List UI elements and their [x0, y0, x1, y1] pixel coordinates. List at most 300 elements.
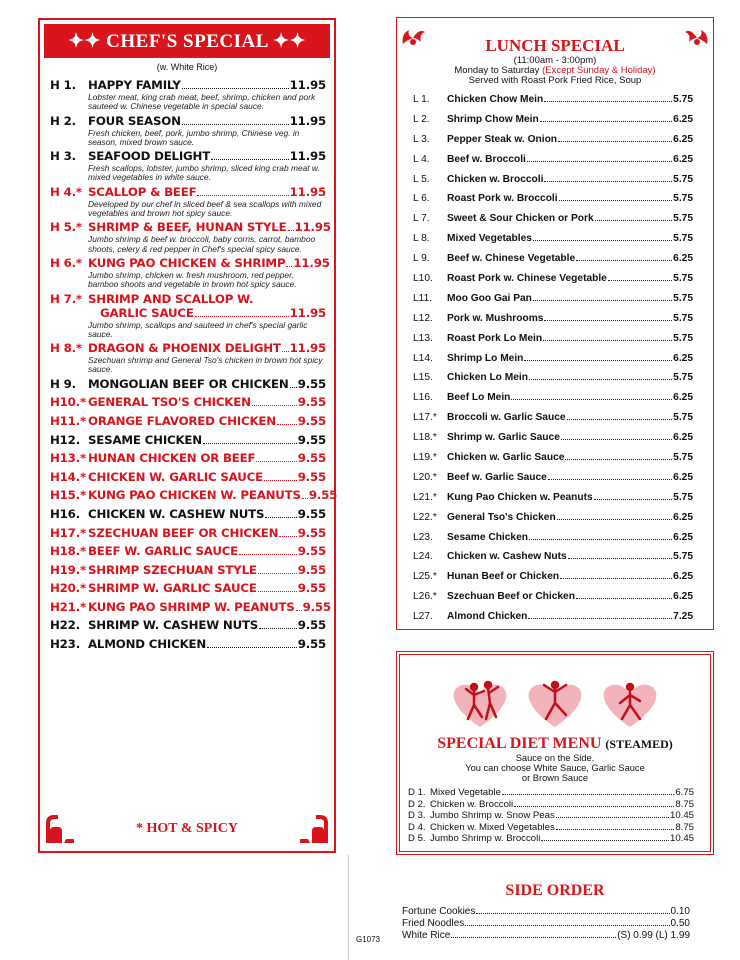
leader-dots	[258, 573, 297, 574]
item-code: D 4.	[408, 821, 426, 833]
item-name: White Rice	[402, 930, 451, 941]
leader-dots	[558, 141, 672, 142]
item-price: 6.25	[673, 113, 693, 125]
item-name: Shrimp Lo Mein	[447, 352, 524, 364]
item-price: 6.25	[673, 392, 693, 404]
leader-dots	[556, 817, 669, 818]
lunch-item	[397, 528, 713, 548]
lunch-special-panel	[396, 17, 714, 630]
item-code: H10.*	[50, 395, 86, 410]
diet-item	[400, 810, 710, 822]
chef-special-line	[50, 395, 326, 409]
item-name: SCALLOP & BEEF	[88, 184, 197, 199]
item-price: 0.10	[670, 906, 690, 917]
leader-dots	[561, 439, 672, 440]
item-name: Chicken Lo Mein	[447, 372, 528, 384]
item-name: CHICKEN W. GARLIC SAUCE	[88, 469, 263, 484]
item-name: General Tso's Chicken	[447, 511, 556, 523]
holly-right-icon	[683, 24, 711, 52]
item-price: 9.55	[297, 469, 326, 484]
lunch-item	[397, 329, 713, 349]
lunch-item	[397, 189, 713, 209]
item-name: FOUR SEASON	[88, 113, 181, 128]
leader-dots	[514, 806, 674, 807]
item-code: H13.*	[50, 451, 86, 466]
item-name: Chicken Chow Mein	[447, 94, 544, 105]
leader-dots	[256, 461, 296, 462]
item-code: H11.*	[50, 413, 86, 428]
chef-special-item	[40, 470, 334, 484]
item-price: 5.75	[673, 233, 693, 245]
item-name: SHRIMP SZECHUAN STYLE	[88, 562, 257, 577]
item-code: H23.	[50, 637, 80, 652]
chef-special-item	[40, 377, 334, 391]
leader-dots	[557, 519, 672, 520]
item-price: 5.75	[673, 193, 693, 205]
item-name: SEAFOOD DELIGHT	[88, 149, 211, 164]
leader-dots	[239, 554, 297, 555]
lunch-item	[397, 209, 713, 229]
leader-dots	[544, 181, 672, 182]
side-order-item	[396, 918, 714, 930]
diet-sub-2: You can choose White Sauce, Garlic Sauce	[465, 763, 645, 773]
diet-item	[400, 787, 710, 799]
lunch-days-prefix: Monday to Saturday	[454, 65, 540, 76]
item-name: Shrimp Chow Mein	[447, 113, 539, 125]
side-order-item	[396, 906, 714, 918]
chef-special-item	[40, 600, 334, 614]
item-code: L23.	[413, 531, 433, 543]
item-price: 10.45	[669, 833, 694, 845]
chef-special-line	[50, 526, 326, 540]
chef-special-line	[50, 637, 326, 651]
item-code: L 1.	[413, 94, 430, 105]
item-price: 11.95	[289, 305, 326, 320]
item-price: 6.25	[673, 432, 693, 444]
item-price: 9.55	[297, 544, 326, 559]
leader-dots	[286, 266, 292, 267]
special-diet-title-text: SPECIAL DIET MENU	[437, 735, 602, 752]
chef-special-item	[40, 507, 334, 521]
diet-sub-3: or Brown Sauce	[521, 773, 589, 783]
leader-dots	[451, 937, 616, 938]
chef-special-item	[40, 637, 334, 651]
item-code: H 9.	[50, 376, 76, 391]
item-price: (S) 0.99 (L) 1.99	[617, 930, 690, 941]
chef-special-item	[40, 433, 334, 447]
item-code: H19.*	[50, 562, 86, 577]
item-name: Kung Pao Chicken w. Peanuts	[447, 491, 593, 503]
lunch-item	[397, 349, 713, 369]
item-code: H 7.*	[50, 291, 82, 306]
item-code: L 8.	[413, 233, 430, 245]
lunch-item	[397, 170, 713, 190]
item-name: Jumbo Shrimp w. Snow Peas	[430, 810, 555, 822]
chef-special-item	[40, 581, 334, 595]
item-code: L27.	[413, 611, 433, 623]
item-code: H 3.	[50, 149, 76, 164]
lunch-item	[397, 249, 713, 269]
item-price: 9.55	[308, 488, 338, 503]
item-price: 5.75	[673, 412, 693, 424]
lunch-item	[397, 289, 713, 309]
item-name: Beef w. Garlic Sauce	[447, 471, 547, 483]
leader-dots	[541, 840, 669, 841]
leader-dots	[195, 316, 289, 317]
diet-sub-1: Sauce on the Side.	[515, 753, 595, 763]
chef-special-item	[40, 185, 334, 219]
item-code: H18.*	[50, 544, 86, 559]
item-name: HAPPY FAMILY	[88, 78, 181, 92]
item-code: L14.	[413, 352, 433, 364]
leader-dots	[533, 240, 672, 241]
chef-special-line	[50, 618, 326, 632]
item-price: 6.25	[673, 571, 693, 583]
leader-dots	[533, 300, 672, 301]
lunch-item	[397, 130, 713, 150]
item-code: L15.	[413, 372, 433, 384]
chef-special-item	[40, 220, 334, 254]
leader-dots	[258, 591, 297, 592]
chefs-special-panel	[38, 18, 336, 853]
chef-special-line	[50, 78, 326, 92]
item-price: 11.95	[294, 220, 331, 235]
item-name: KUNG PAO SHRIMP W. PEANUTS	[88, 599, 295, 614]
leader-dots	[465, 925, 669, 926]
item-code: H16.	[50, 506, 80, 521]
item-code: D 1.	[408, 787, 426, 798]
leader-dots	[529, 379, 672, 380]
item-price: 7.25	[673, 611, 693, 623]
leader-dots	[560, 578, 672, 579]
item-name: Roast Pork w. Chinese Vegetable	[447, 273, 607, 285]
item-price: 5.75	[673, 213, 693, 225]
chef-special-line	[50, 488, 338, 503]
lunch-item	[397, 368, 713, 388]
lunch-served-with: Served with Roast Pork Fried Rice, Soup	[468, 75, 642, 86]
page-fold-line	[348, 855, 349, 960]
item-name: Moo Goo Gai Pan	[447, 292, 532, 304]
item-code: H 5.*	[50, 220, 82, 235]
item-price: 5.75	[673, 292, 693, 304]
chef-special-line	[50, 255, 330, 270]
leader-dots	[559, 200, 673, 201]
chef-special-item	[40, 292, 334, 340]
item-name: Almond Chicken	[447, 611, 528, 623]
item-price: 9.55	[297, 432, 326, 447]
lunch-item	[397, 448, 713, 468]
chef-special-line	[50, 581, 326, 595]
leader-dots	[608, 280, 672, 281]
item-name: KUNG PAO CHICKEN W. PEANUTS	[88, 488, 301, 503]
leader-dots	[197, 195, 288, 196]
item-price: 5.75	[673, 94, 693, 105]
lunch-days-except: (Except Sunday & Holiday)	[542, 65, 656, 76]
item-price: 6.25	[673, 352, 693, 364]
item-price: 9.55	[297, 395, 326, 410]
item-name: GENERAL TSO'S CHICKEN	[88, 395, 251, 410]
item-code: L17.*	[413, 412, 437, 424]
item-name: CHICKEN W. CASHEW NUTS	[88, 506, 265, 521]
item-price: 11.95	[289, 113, 326, 128]
leader-dots	[576, 598, 672, 599]
leader-dots	[264, 480, 297, 481]
item-name: Chicken w. Cashew Nuts	[447, 551, 567, 563]
item-name: KUNG PAO CHICKEN & SHRIMP	[88, 255, 286, 270]
lunch-item	[397, 269, 713, 289]
item-price: 0.50	[670, 918, 690, 929]
item-name: BEEF W. GARLIC SAUCE	[88, 544, 239, 559]
item-code: D 5.	[408, 833, 426, 845]
item-code: L20.*	[413, 471, 437, 483]
item-name: MONGOLIAN BEEF OR CHICKEN	[88, 376, 289, 391]
leader-dots	[279, 536, 296, 537]
item-description: Fresh chicken, beef, pork, jumbo shrimp, Chinese veg. in season, mixed brown sauce.	[88, 127, 300, 147]
item-name: Roast Pork Lo Mein	[447, 332, 543, 344]
item-price: 5.75	[673, 173, 693, 185]
item-code: H12.	[50, 432, 80, 447]
item-name: Pepper Steak w. Onion	[447, 133, 558, 145]
item-price: 6.25	[673, 511, 693, 523]
leader-dots	[252, 405, 297, 406]
chef-special-line	[50, 185, 326, 199]
item-price: 5.75	[673, 491, 693, 503]
item-code: H20.*	[50, 581, 86, 596]
item-code: L22.*	[413, 511, 437, 523]
item-name: SHRIMP W. GARLIC SAUCE	[88, 581, 257, 596]
side-order-item	[396, 930, 714, 942]
item-code: L16.	[413, 392, 433, 404]
chef-special-line	[50, 414, 326, 428]
item-name: SESAME CHICKEN	[88, 432, 202, 447]
item-name: Broccoli w. Garlic Sauce	[447, 412, 566, 424]
lunch-item	[397, 587, 713, 607]
item-code: L 4.	[413, 153, 430, 165]
leader-dots	[182, 124, 289, 125]
item-name: Jumbo Shrimp w. Broccoli	[430, 833, 541, 845]
chef-special-item	[40, 414, 334, 428]
leader-dots	[565, 459, 672, 460]
item-code: H 1.	[50, 78, 76, 92]
item-name: Beef w. Broccoli	[447, 153, 526, 165]
item-name-2: GARLIC SAUCE	[100, 305, 194, 320]
chef-special-line	[50, 220, 331, 235]
special-diet-list	[400, 787, 710, 845]
item-code: H 2.	[50, 113, 76, 128]
chef-special-line	[50, 470, 326, 484]
leader-dots	[524, 360, 672, 361]
item-price: 6.75	[675, 787, 694, 798]
lunch-special-list	[397, 90, 713, 627]
item-name: Chicken w. Mixed Vegetables	[430, 821, 555, 833]
item-price: 5.75	[673, 372, 693, 384]
item-code: H 4.*	[50, 184, 82, 199]
item-code: D 2.	[408, 798, 426, 810]
item-code: L 6.	[413, 193, 430, 205]
item-name: Sesame Chicken	[447, 531, 528, 543]
chef-special-item	[40, 78, 334, 112]
item-price: 9.55	[302, 599, 331, 614]
item-name: Mixed Vegetable	[430, 787, 501, 798]
leader-dots	[282, 351, 289, 352]
leader-dots	[543, 340, 672, 341]
diet-item	[400, 799, 710, 811]
item-name: ORANGE FLAVORED CHICKEN	[88, 413, 276, 428]
item-name: Mixed Vegetables	[447, 233, 532, 245]
item-price: 9.55	[297, 413, 326, 428]
item-name: SHRIMP AND SCALLOP W.	[88, 291, 254, 306]
leader-dots	[302, 498, 308, 499]
chef-special-line	[50, 563, 326, 577]
item-price: 9.55	[297, 581, 326, 596]
item-price: 9.55	[297, 525, 326, 540]
item-price: 11.95	[289, 341, 326, 356]
chef-special-item	[40, 451, 334, 465]
lunch-item	[397, 229, 713, 249]
chefs-special-title: ✦✦ CHEF'S SPECIAL ✦✦	[44, 24, 330, 58]
item-code: L26.*	[413, 591, 437, 603]
leader-dots	[288, 230, 294, 231]
chef-special-item	[40, 256, 334, 290]
item-price: 10.45	[669, 810, 694, 822]
chef-special-item	[40, 341, 334, 375]
lunch-item	[397, 468, 713, 488]
special-diet-title	[400, 735, 710, 753]
item-price: 11.95	[293, 255, 330, 270]
chef-special-line-2	[50, 306, 326, 320]
item-description: Jumbo shrimp, scallops and sauteed in chef's special garlic sauce.	[88, 319, 308, 339]
leader-dots	[259, 628, 297, 629]
leader-dots	[568, 558, 673, 559]
diet-item	[400, 833, 710, 845]
lunch-item	[397, 508, 713, 528]
chefs-special-list	[40, 78, 338, 652]
special-diet-panel	[396, 651, 714, 855]
chef-special-item	[40, 488, 338, 503]
side-order-list	[396, 906, 714, 942]
item-name: Roast Pork w. Broccoli	[447, 193, 558, 205]
chef-special-line	[50, 292, 326, 306]
item-description: Jumbo shrimp, chicken w. fresh mushroom, red pepper, bamboo shoots and vegetable in brown hot spicy sauce.	[88, 269, 297, 290]
leader-dots	[296, 610, 302, 611]
item-name: Sweet & Sour Chicken or Pork	[447, 213, 594, 225]
chef-special-item	[40, 563, 334, 577]
item-code: H 8.*	[50, 341, 82, 356]
item-price: 8.75	[675, 798, 694, 810]
item-price: 6.25	[673, 471, 693, 483]
lunch-hours: (11:00am - 3:00pm)	[513, 55, 597, 66]
lunch-item	[397, 408, 713, 428]
chef-special-line	[50, 544, 326, 558]
chef-special-item	[40, 618, 334, 632]
item-code: L21.*	[413, 491, 437, 503]
leader-dots	[548, 479, 672, 480]
leader-dots	[544, 320, 672, 321]
lunch-item	[397, 488, 713, 508]
item-code: L 9.	[413, 253, 430, 265]
leader-dots	[595, 220, 673, 221]
leader-dots	[594, 499, 673, 500]
item-name: SHRIMP W. CASHEW NUTS	[88, 618, 259, 633]
item-price: 9.55	[297, 506, 326, 521]
chef-special-line	[50, 114, 326, 128]
item-code: L12.	[413, 312, 433, 324]
chef-special-item	[40, 544, 334, 558]
chef-special-line	[50, 599, 331, 614]
item-price: 5.75	[673, 273, 693, 285]
lunch-item	[397, 547, 713, 567]
item-code: L24.	[413, 551, 433, 563]
leader-dots	[556, 829, 675, 830]
item-code: L 3.	[413, 133, 430, 145]
holly-left-icon	[399, 24, 427, 52]
diet-item	[400, 822, 710, 834]
item-price: 9.55	[297, 451, 326, 466]
leader-dots	[528, 618, 672, 619]
chef-special-item	[40, 114, 334, 148]
lunch-special-title: LUNCH SPECIAL	[485, 36, 625, 55]
chef-special-line	[50, 451, 326, 465]
item-name: Beef w. Chinese Vegetable	[447, 253, 576, 265]
print-code: G1073	[356, 935, 381, 944]
leader-dots	[502, 794, 674, 795]
special-diet-steamed: (STEAMED)	[605, 737, 673, 751]
leader-dots	[576, 260, 672, 261]
item-name: Fortune Cookies	[402, 906, 476, 917]
item-code: L 7.	[413, 213, 430, 225]
item-price: 9.55	[297, 637, 326, 652]
chef-special-line	[50, 377, 326, 391]
item-description: Jumbo shrimp & beef w. broccoli, baby corns, carrot, bamboo shoots, celery & red pepper in Chef's special spicy sauce.	[88, 234, 316, 254]
leader-dots	[540, 121, 672, 122]
leader-dots	[265, 517, 296, 518]
item-price: 5.75	[673, 452, 693, 464]
leader-dots	[203, 443, 297, 444]
item-code: L11.	[413, 292, 433, 304]
item-description: Fresh scallops, lobster, jumbo shrimp, sliced king crab meat w. mixed vegetables in white sauce.	[88, 163, 320, 183]
chef-special-line	[50, 341, 326, 355]
item-price: 5.75	[673, 551, 693, 563]
lunch-item	[397, 309, 713, 329]
leader-dots	[476, 913, 669, 914]
lunch-item	[397, 607, 713, 627]
leader-dots	[527, 161, 672, 162]
item-price: 6.25	[673, 133, 693, 145]
item-name: Shrimp w. Garlic Sauce	[447, 432, 560, 444]
item-code: H17.*	[50, 525, 86, 540]
item-code: L19.*	[413, 452, 437, 464]
leader-dots	[290, 387, 297, 388]
item-price: 6.25	[673, 253, 693, 265]
item-price: 9.55	[297, 618, 326, 633]
item-code: D 3.	[408, 810, 426, 822]
chef-special-line	[50, 149, 326, 163]
item-code: L10.	[413, 273, 433, 285]
item-description: Lobster meat, king crab meat, beef, shrimp, chicken and pork sauteed w. Chinese vegetable in special sauce.	[88, 92, 316, 112]
item-code: H14.*	[50, 469, 86, 484]
item-price: 11.95	[289, 149, 326, 164]
item-name: SHRIMP & BEEF, HUNAN STYLE	[88, 220, 287, 235]
item-price: 6.25	[673, 531, 693, 543]
lunch-item	[397, 110, 713, 130]
item-code: L25.*	[413, 571, 437, 583]
item-price: 11.95	[289, 184, 326, 199]
leader-dots	[511, 399, 672, 400]
item-name: Chicken w. Broccoli	[430, 798, 514, 810]
item-price: 9.55	[297, 376, 326, 391]
leader-dots	[182, 88, 289, 89]
item-code: H 6.*	[50, 255, 82, 270]
